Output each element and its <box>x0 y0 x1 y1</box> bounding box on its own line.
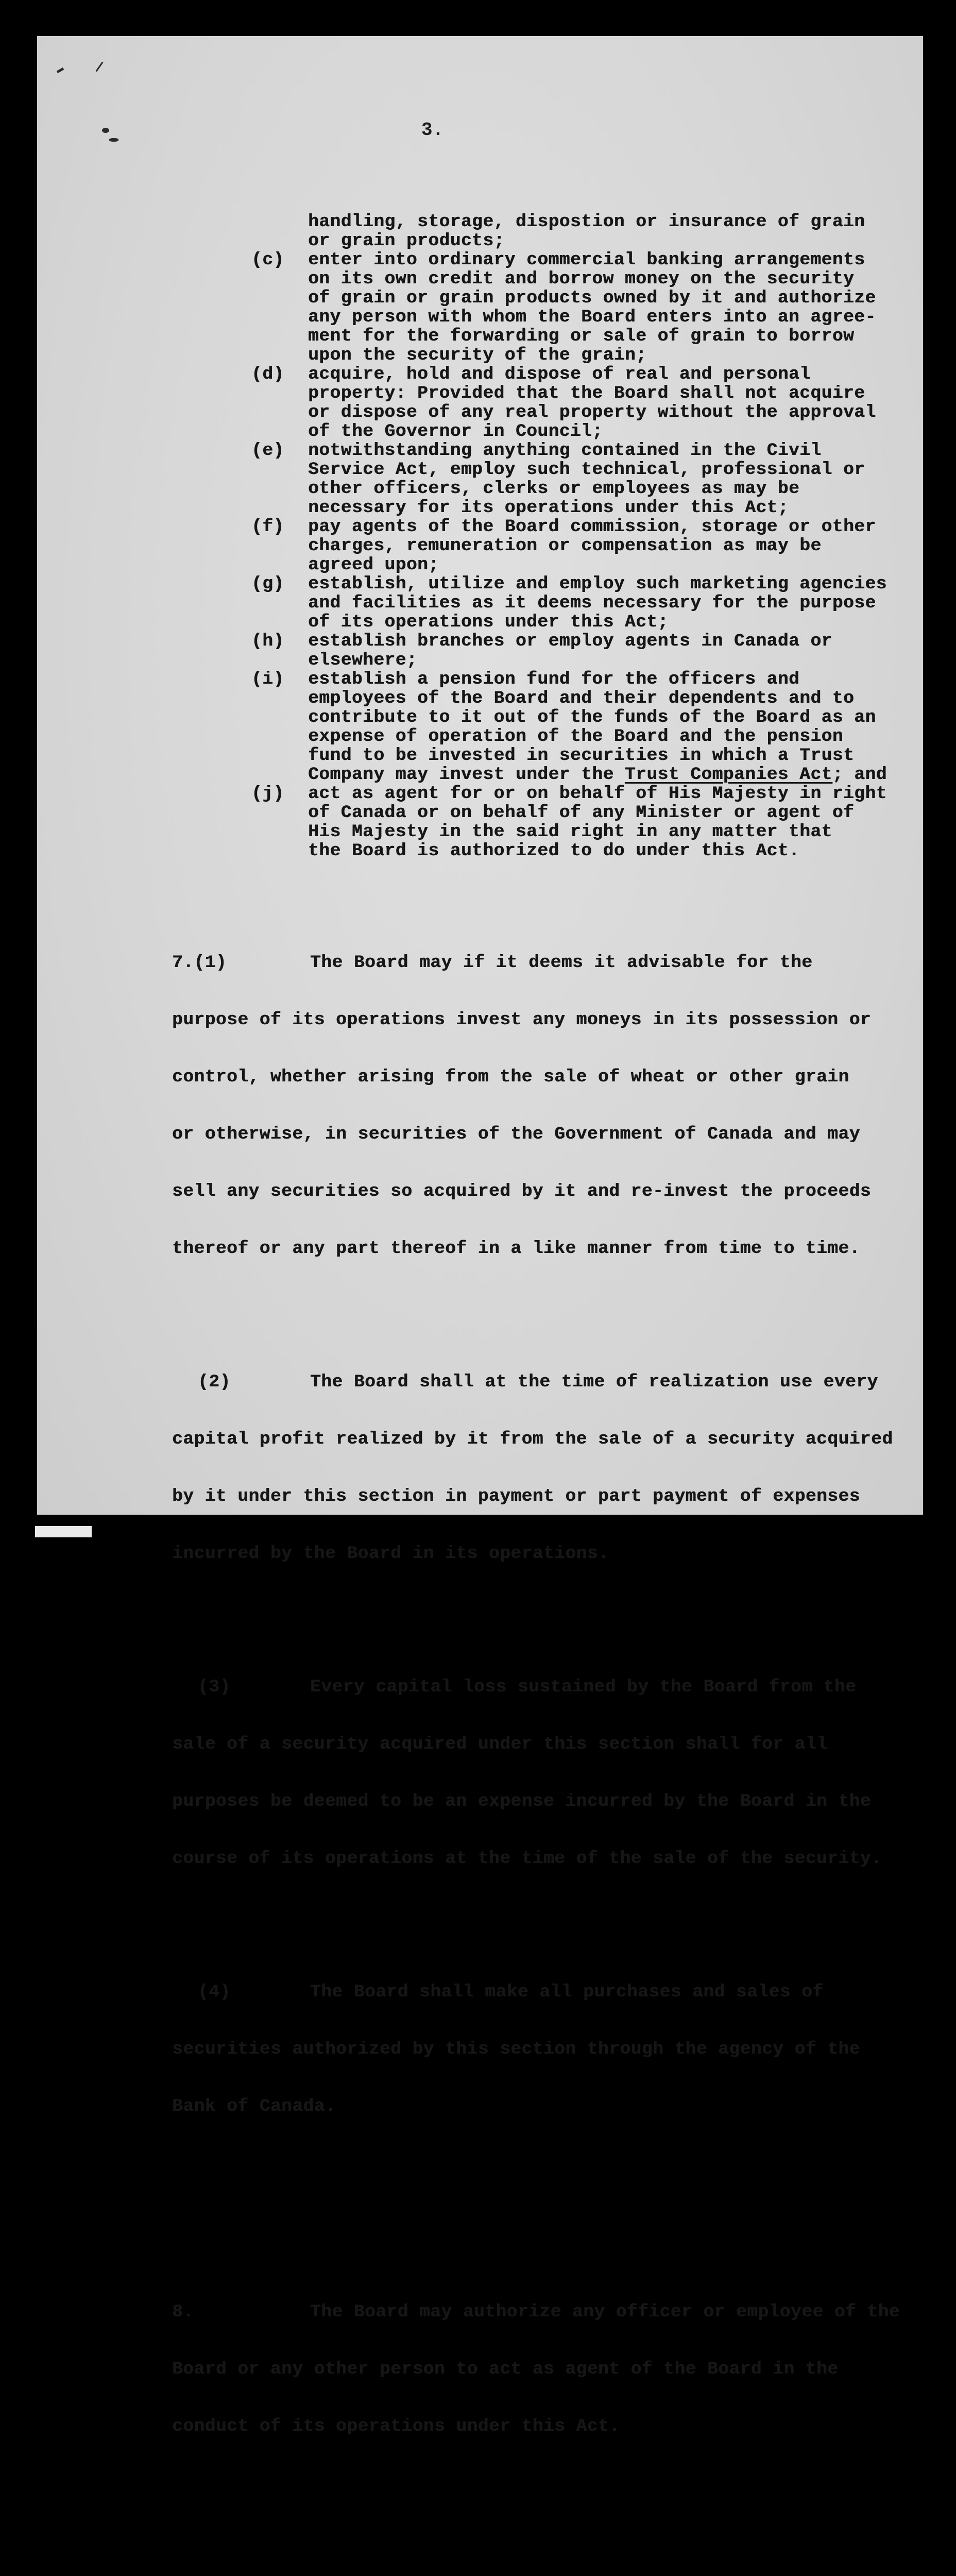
subsection-line: necessary for its operations under this Act; <box>308 498 789 518</box>
section-line: course of its operations at the time of the sale of the security. <box>172 1849 882 1869</box>
act-reference: Trust Companies Act <box>624 765 832 785</box>
section-label: (3) <box>198 1677 231 1697</box>
subsection-line: agreed upon; <box>308 555 439 575</box>
section-8 <box>172 2264 924 2474</box>
subsection-label: (j) <box>251 784 284 804</box>
subsection-line: pay agents of the Board commission, storage or other <box>308 517 876 537</box>
subsection-line: and facilities as it deems necessary for the purpose <box>308 593 876 613</box>
page-number: 3. <box>421 120 444 141</box>
subsection-line: property: Provided that the Board shall not acquire <box>308 383 865 403</box>
section-line: thereof or any part thereof in a like manner from time to time. <box>172 1239 860 1259</box>
subsection-line: notwithstanding anything contained in the Civil <box>308 440 822 461</box>
section-first-line: Every capital loss sustained by the Board from the <box>310 1677 857 1697</box>
section-line: by it under this section in payment or part payment of expenses <box>172 1486 860 1506</box>
subsection-label: (e) <box>251 440 284 461</box>
subsection-line: on its own credit and borrow money on the security <box>308 269 855 289</box>
subsection-line: Service Act, employ such technical, professional or <box>308 460 865 480</box>
section-label: (4) <box>198 1982 231 2002</box>
subsection-line: establish, utilize and employ such marketing agencies <box>308 574 887 594</box>
subsection-label: (c) <box>251 250 284 270</box>
subsection-line: other officers, clerks or employees as may be <box>308 479 800 499</box>
sections <box>172 877 924 2576</box>
section-line: control, whether arising from the sale of wheat or other grain <box>172 1067 849 1087</box>
subsection-line: expense of operation of the Board and the pension <box>308 726 843 747</box>
subsection-line: of the Governor in Council; <box>308 421 603 442</box>
subsection-line: of Canada or on behalf of any Minister or agent of <box>308 803 855 823</box>
subsection-line: ment for the forwarding or sale of grain to borrow <box>308 326 855 346</box>
section-line: Bank of Canada. <box>172 2096 336 2116</box>
subsection-label: (h) <box>251 631 284 651</box>
subsection-line: or dispose of any real property without the approval <box>308 402 876 422</box>
subsection-line: elsewhere; <box>308 650 418 670</box>
stray-mark <box>109 138 118 142</box>
film-edge-label <box>35 1526 92 1537</box>
section-line: sell any securities so acquired by it and re-invest the proceeds <box>172 1181 872 1201</box>
subsection-line: act as agent for or on behalf of His Majesty in right <box>308 784 887 804</box>
section-label: 7.(1) <box>172 953 227 973</box>
section-9 <box>172 2569 924 2576</box>
section-first-line: The Board may authorize any officer or employee of the <box>310 2302 900 2322</box>
subsection-line: establish a pension fund for the officers and <box>308 669 800 689</box>
section-7-1 <box>172 915 924 1296</box>
subsection-label: (i) <box>251 669 284 689</box>
subsection-line: upon the security of the grain; <box>308 345 647 365</box>
section-label: 8. <box>172 2302 194 2322</box>
section-line: purposes be deemed to be an expense incurred by the Board in the <box>172 1791 872 1811</box>
section-line: Board or any other person to act as agent of the Board in the <box>172 2359 839 2379</box>
section-7-4 <box>172 1944 924 2154</box>
subsection-label: (g) <box>251 574 284 594</box>
subsection-line: enter into ordinary commercial banking arrangements <box>308 250 865 270</box>
section-label: (2) <box>198 1372 231 1392</box>
subsection-line: handling, storage, dispostion or insurance of grain <box>308 212 865 232</box>
section-7-3 <box>172 1639 924 1906</box>
section-line: incurred by the Board in its operations. <box>172 1544 609 1564</box>
subsection-label: (d) <box>251 364 284 384</box>
section-line: capital profit realized by it from the sale of a security acquired <box>172 1429 893 1449</box>
subsection-line: acquire, hold and dispose of real and personal <box>308 364 811 384</box>
subsection-line: charges, remuneration or compensation as may be <box>308 536 822 556</box>
section-line: sale of a security acquired under this section shall for all <box>172 1734 828 1754</box>
section-line: securities authorized by this section through the agency of the <box>172 2039 860 2059</box>
subsection-line: of grain or grain products owned by it and authorize <box>308 288 876 308</box>
section-7-2 <box>172 1334 924 1601</box>
subsection-line: any person with whom the Board enters into an agree- <box>308 307 876 327</box>
subsection-line: establish branches or employ agents in Canada or <box>308 631 832 651</box>
subsection-line: employees of the Board and their dependents and to <box>308 688 855 708</box>
subsection-line: the Board is authorized to do under this Act. <box>308 841 800 861</box>
subsection-line: or grain products; <box>308 231 505 251</box>
subsection-line: fund to be invested in securities in which a Trust <box>308 745 855 766</box>
subsection-line: contribute to it out of the funds of the Board as an <box>308 707 876 727</box>
subsection-line: His Majesty in the said right in any matter that <box>308 822 832 842</box>
stray-mark <box>102 128 109 133</box>
section-first-line: The Board shall at the time of realization use every <box>310 1372 878 1392</box>
subsection-label: (f) <box>251 517 284 537</box>
section-first-line: The Board may if it deems it advisable for the <box>310 953 813 973</box>
section-line: purpose of its operations invest any moneys in its possession or <box>172 1010 872 1030</box>
section-line: or otherwise, in securities of the Government of Canada and may <box>172 1124 860 1144</box>
subsection-line: of its operations under this Act; <box>308 612 669 632</box>
section-first-line: The Board shall make all purchases and sales of <box>310 1982 824 2002</box>
section-line: conduct of its operations under this Act. <box>172 2416 620 2436</box>
